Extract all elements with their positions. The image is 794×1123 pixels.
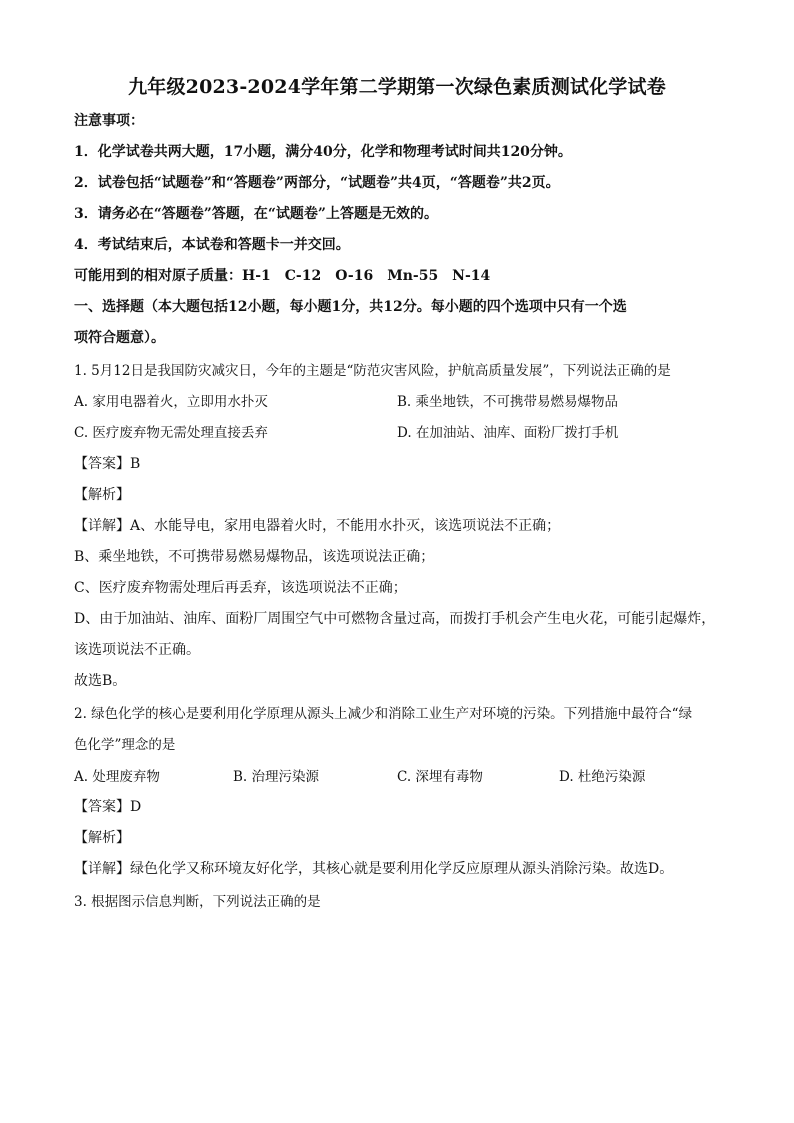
q2-analysis-label: 【解析】: [74, 830, 130, 846]
q2-option-a: A. 处理废弃物: [74, 769, 160, 785]
q1-detail-line1: 【详解】A、水能导电，家用电器着火时，不能用水扑灭，该选项说法不正确；: [74, 518, 561, 534]
q2-detail: 【详解】绿色化学又称环境友好化学，其核心就是要利用化学反应原理从源头消除污染。故选D。: [74, 861, 674, 877]
q2-answer: 【答案】D: [74, 799, 142, 815]
section-heading-line2: 项符合题意）。: [74, 330, 165, 346]
q1-option-b: B. 乘坐地铁，不可携带易燃易爆物品: [397, 394, 619, 410]
q1-detail-line3: C、医疗废弃物需处理后再丢弃，该选项说法不正确；: [74, 580, 407, 596]
q2-stem-line1: 2. 绿色化学的核心是要利用化学原理从源头上减少和消除工业生产对环境的污染。下列措施中最符合“绿: [74, 706, 693, 722]
q1-detail-line2: B、乘坐地铁，不可携带易燃易爆物品，该选项说法正确；: [74, 549, 435, 565]
note-item-1: 1．化学试卷共两大题，17小题，满分40分，化学和物理考试时间共120分钟。: [74, 144, 572, 160]
q1-stem: 1. 5月12日是我国防灾减灾日，今年的主题是“防范灾害风险，护航高质量发展”，下列说法正确的是: [74, 363, 671, 379]
notes-heading: 注意事项：: [74, 113, 144, 129]
q1-detail-line5: 该选项说法不正确。: [74, 642, 200, 658]
note-item-4: 4．考试结束后，本试卷和答题卡一并交回。: [74, 237, 350, 253]
q1-detail-line4: D、由于加油站、油库、面粉厂周围空气中可燃物含量过高，而拨打手机会产生电火花，可能引起爆炸，: [74, 611, 716, 627]
atomic-masses: 可能用到的相对原子质量：H-1 C-12 O-16 Mn-55 N-14: [74, 268, 491, 284]
q1-detail-line6: 故选B。: [74, 673, 127, 689]
q2-option-d: D. 杜绝污染源: [559, 769, 646, 785]
q1-answer: 【答案】B: [74, 456, 141, 472]
q2-option-b: B. 治理污染源: [233, 769, 320, 785]
q1-option-a: A. 家用电器着火，立即用水扑灭: [74, 394, 268, 410]
q1-option-d: D. 在加油站、油库、面粉厂拨打手机: [397, 425, 619, 441]
q2-option-c: C. 深埋有毒物: [397, 769, 483, 785]
note-item-3: 3．请务必在“答题卷”答题，在“试题卷”上答题是无效的。: [74, 206, 438, 222]
q1-analysis-label: 【解析】: [74, 487, 130, 503]
q2-stem-line2: 色化学”理念的是: [74, 737, 176, 753]
page-title: 九年级2023-2024学年第二学期第一次绿色素质测试化学试卷: [128, 76, 666, 98]
q3-stem: 3. 根据图示信息判断，下列说法正确的是: [74, 894, 321, 910]
q1-option-c: C. 医疗废弃物无需处理直接丢弃: [74, 425, 268, 441]
section-heading-line1: 一、选择题（本大题包括12小题，每小题1分，共12分。每小题的四个选项中只有一个选: [74, 299, 627, 315]
note-item-2: 2．试卷包括“试题卷”和“答题卷”两部分，“试题卷”共4页，“答题卷”共2页。: [74, 175, 560, 191]
